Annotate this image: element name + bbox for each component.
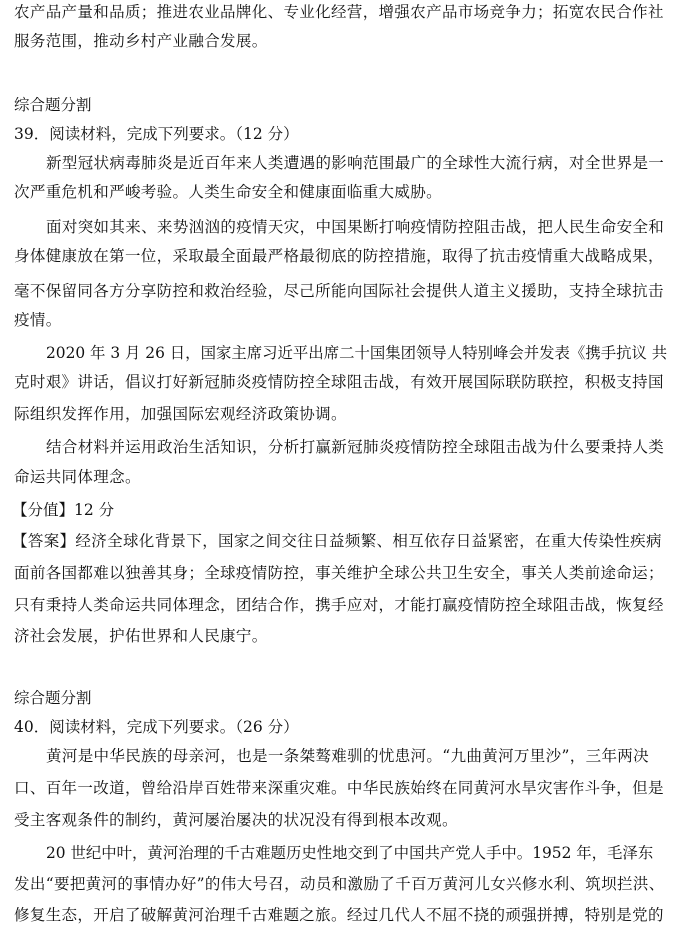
q39-answer-line-4: 济社会发展，护佑世界和人民康宁。 [14,627,268,645]
q39-material-line-8: 克时艰》讲话，倡议打好新冠肺炎疫情防控全球阻击战，有效开展国际联防联控，积极支持国 [14,373,664,391]
q39-material-line-9: 际组织发挥作用，加强国际宏观经济政策协调。 [14,405,347,423]
q39-answer-line-1: 【答案】经济全球化背景下，国家之间交往日益频繁、相互依存日益紧密，在重大传染性疾病 [12,532,662,550]
q40-material-line-4: 20 世纪中叶，黄河治理的千古难题历史性地交到了中国共产党人手中。1952 年，毛泽东 [46,844,654,862]
q39-material-line-3: 面对突如其来、来势汹汹的疫情天灾，中国果断打响疫情防控阻击战，把人民生命安全和 [46,218,665,236]
q40-material-line-5: 发出“要把黄河的事情办好”的伟大号召，动员和激励了千百万黄河儿女兴修水利、筑坝拦洪、 [14,875,665,893]
intro-line-1: 农产品产量和品质；推进农业品牌化、专业化经营，增强农产品市场竞争力；拓宽农民合作社 [14,3,664,21]
intro-line-2: 服务范围，推动乡村产业融合发展。 [14,32,268,50]
q39-material-line-4: 身体健康放在第一位，采取最全面最严格最彻底的防控措施，取得了抗击疫情重大战略成果， [14,247,664,265]
q40-material-line-1: 黄河是中华民族的母亲河，也是一条桀骜难驯的忧患河。“九曲黄河万里沙”，三年两决 [46,747,650,765]
q39-material-line-7: 2020 年 3 月 26 日，国家主席习近平出席二十国集团领导人特别峰会并发表《携手抗议 共 [46,344,668,362]
q39-material-line-5: 毫不保留同各方分享防控和救治经验，尽己所能向国际社会提供人道主义援助，支持全球抗击 [14,282,664,300]
q39-material-line-1: 新型冠状病毒肺炎是近百年来人类遭遇的影响范围最广的全球性大流行病，对全世界是一 [46,154,665,172]
q40-material-line-2: 口、百年一改道，曾给沿岸百姓带来深重灾难。中华民族始终在同黄河水旱灾害作斗争，但是 [14,779,664,797]
q40-divider: 综合题分割 [14,689,92,707]
q40-material-line-3: 受主客观条件的制约，黄河屡治屡决的状况没有得到根本改观。 [14,811,458,829]
q39-material-line-6: 疫情。 [14,311,62,329]
q40-heading: 40．阅读材料，完成下列要求。（26 分） [14,718,299,736]
q39-divider: 综合题分割 [14,96,92,114]
q39-question-line-2: 命运共同体理念。 [14,468,141,486]
q39-score: 【分值】12 分 [12,501,115,519]
q39-answer-line-3: 只有秉持人类命运共同体理念，团结合作，携手应对，才能打赢疫情防控全球阻击战，恢复经 [14,596,664,614]
q39-material-line-2: 次严重危机和严峻考验。人类生命安全和健康面临重大威胁。 [14,183,442,201]
q39-answer-line-2: 面前各国都难以独善其身；全球疫情防控，事关维护全球公共卫生安全，事关人类前途命运； [14,564,664,582]
q40-material-line-6: 修复生态，开启了破解黄河治理千古难题之旅。经过几代人不屈不挠的顽强拼搏，特别是党的 [14,906,664,924]
q39-heading: 39．阅读材料，完成下列要求。（12 分） [14,125,299,143]
q39-question-line-1: 结合材料并运用政治生活知识，分析打赢新冠肺炎疫情防控全球阻击战为什么要秉持人类 [46,438,665,456]
